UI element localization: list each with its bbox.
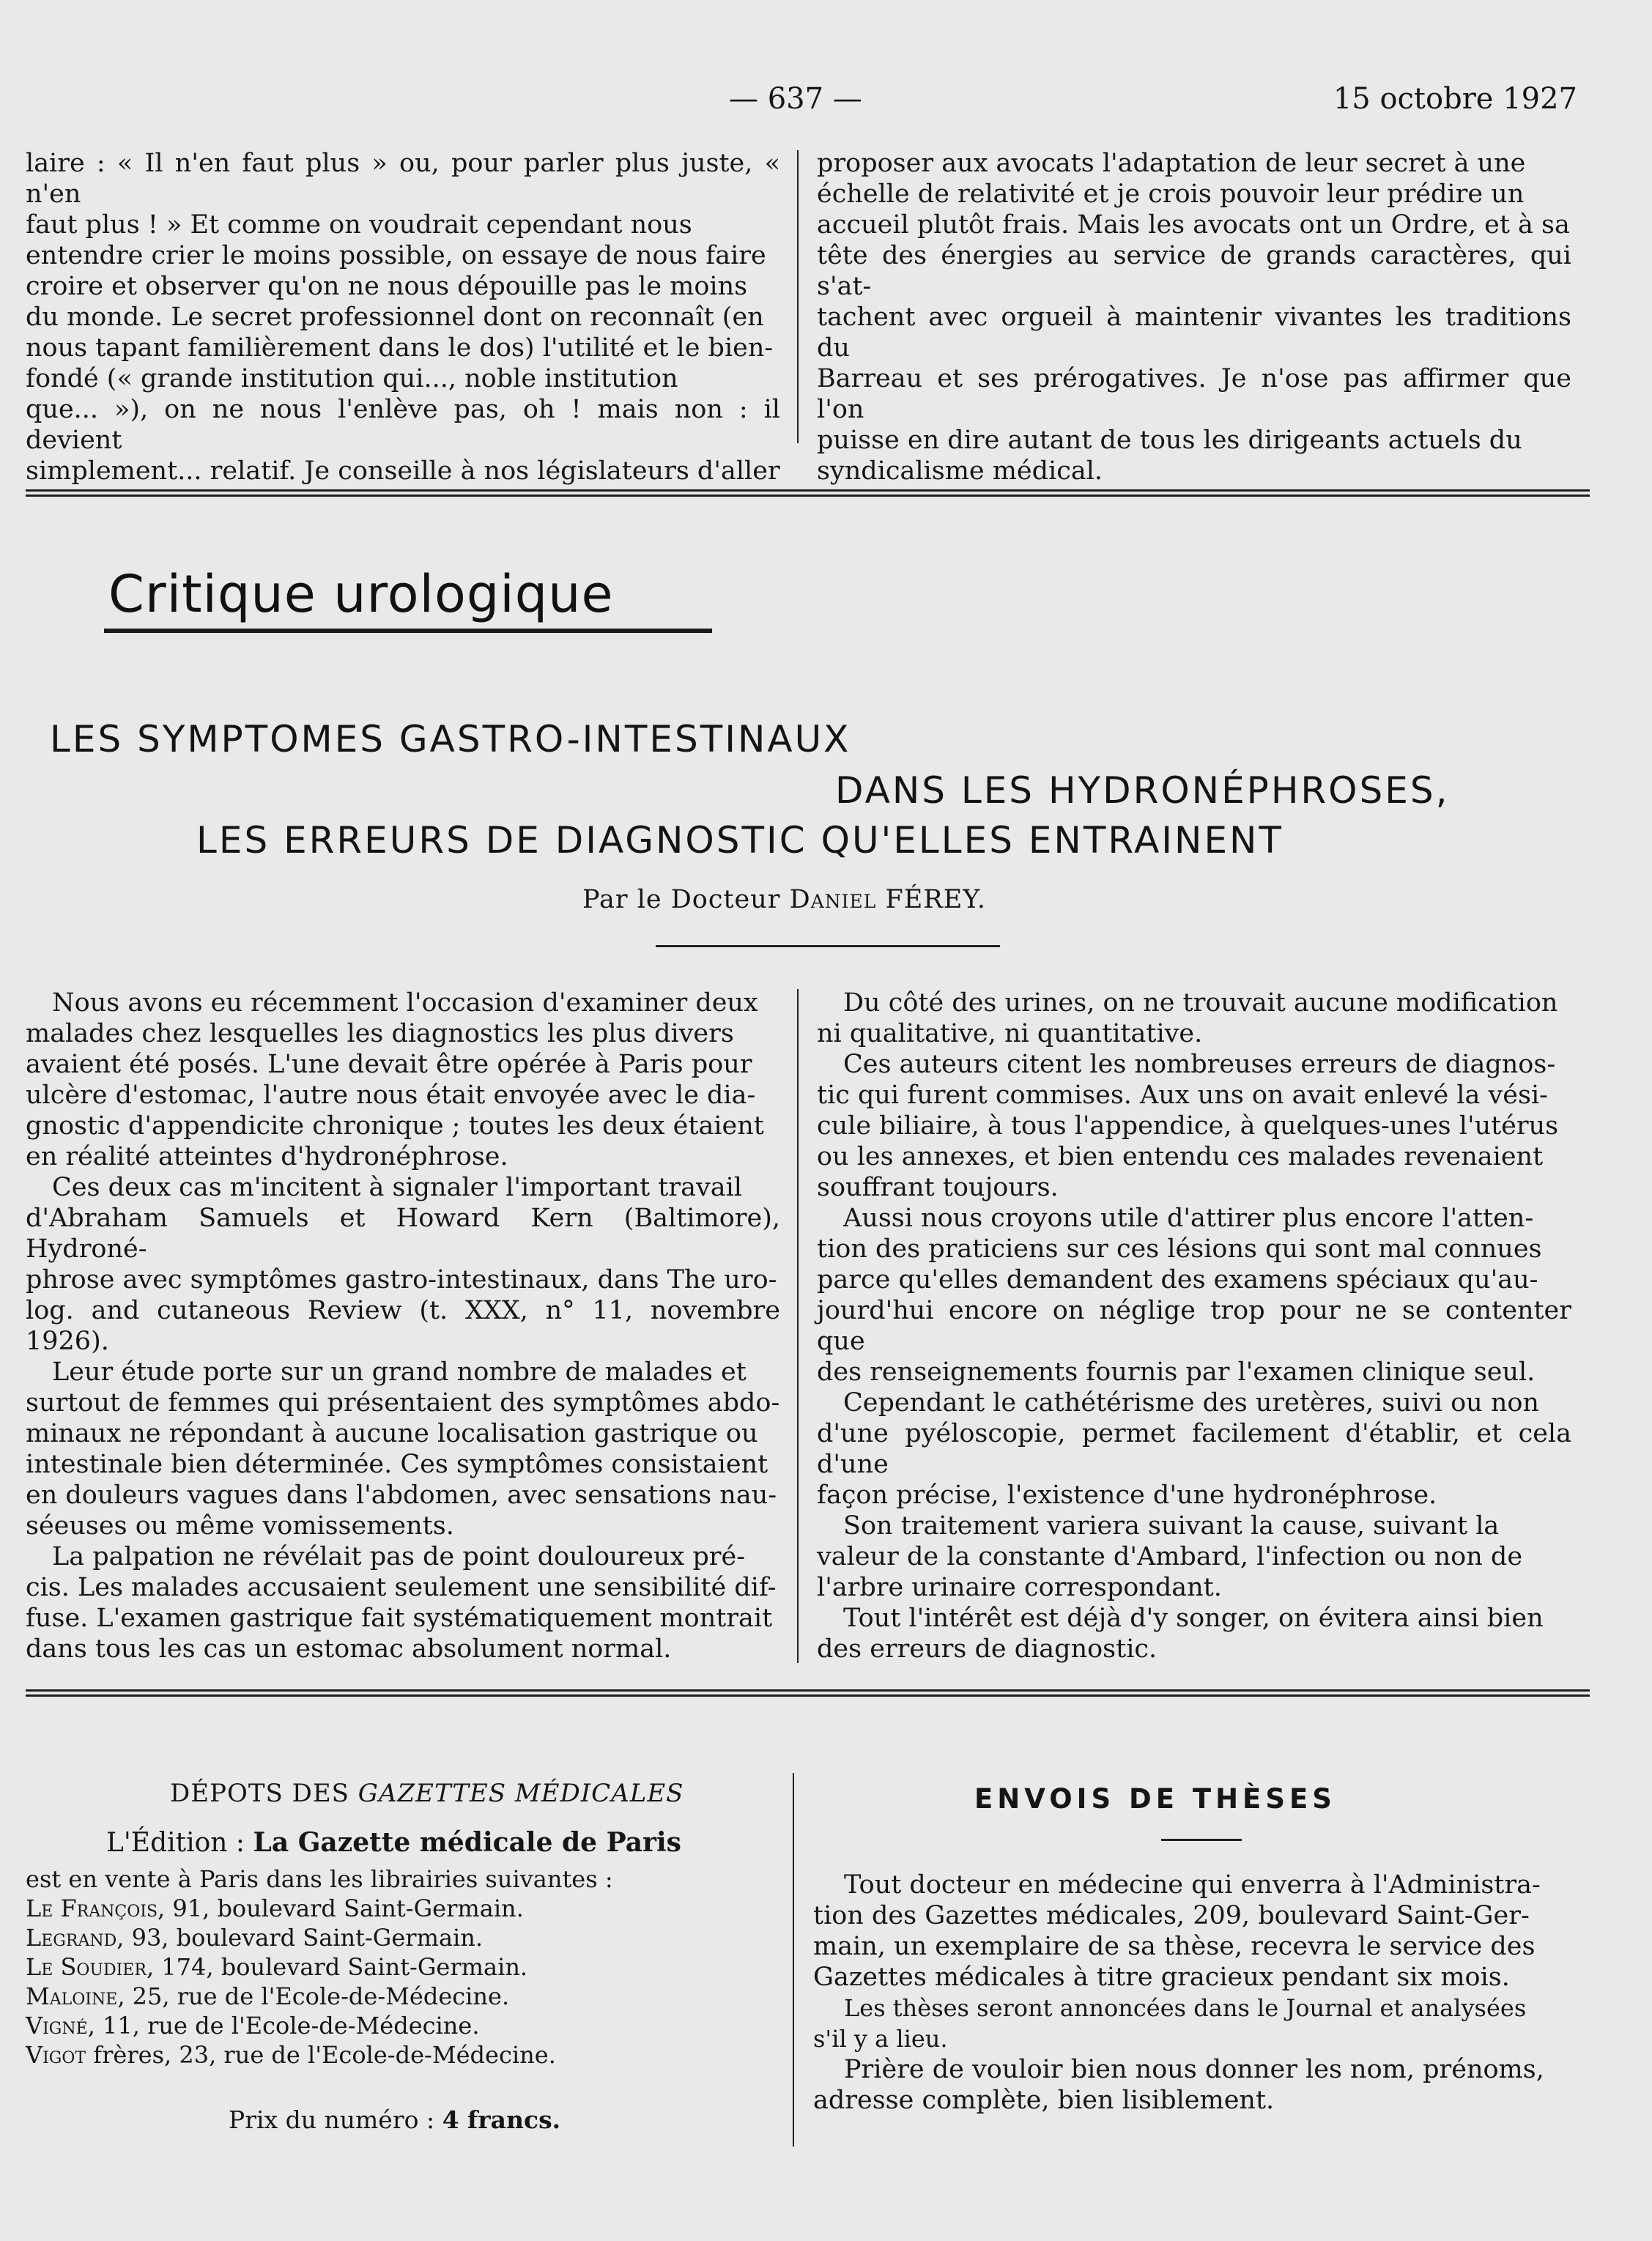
text-line: jourd'hui encore on néglige trop pour ne se contenter que — [817, 1296, 1571, 1356]
text-line: La palpation ne révélait pas de point douloureux pré- — [52, 1542, 746, 1571]
text-line: en réalité atteintes d'hydronéphrose. — [26, 1142, 508, 1171]
store-address: , 11, rue de l'Ecole-de-Médecine. — [87, 2012, 480, 2040]
list-item — [26, 1894, 758, 1923]
text-line: Du côté des urines, on ne trouvait aucune modification — [843, 988, 1558, 1018]
text-line: ulcère d'estomac, l'autre nous était envoyée avec le dia- — [26, 1081, 756, 1110]
byline-author: Daniel FÉREY. — [789, 885, 986, 914]
text-line: adresse complète, bien lisiblement. — [813, 2086, 1275, 2115]
text-line: cis. Les malades accusaient seulement une sensibilité dif- — [26, 1573, 777, 1602]
text-line: phrose avec symptômes gastro-intestinaux, dans The uro- — [26, 1265, 777, 1294]
depots-title-italic: GAZETTES MÉDICALES — [358, 1779, 684, 1808]
text-line: croire et observer qu'on ne nous dépouille pas le moins — [26, 272, 748, 301]
store-address: , 25, rue de l'Ecole-de-Médecine. — [117, 1982, 510, 2010]
article-title-line: DANS LES HYDRONÉPHROSES, — [835, 769, 1450, 812]
title-rule — [656, 945, 1000, 947]
list-item — [26, 2011, 758, 2040]
issue-date: 15 octobre 1927 — [1333, 82, 1577, 116]
continued-text-right — [817, 148, 1571, 486]
article-column-right — [817, 988, 1571, 1664]
text-line: Prière de vouloir bien nous donner les nom, prénoms, — [844, 2055, 1544, 2084]
store-address: , 91, boulevard Saint-Germain. — [158, 1894, 524, 1922]
text-line: façon précise, l'existence d'une hydronéphrose. — [817, 1481, 1437, 1510]
theses-rule — [1161, 1839, 1242, 1841]
text-line: puisse en dire autant de tous les dirigeants actuels du — [817, 426, 1522, 455]
text-line: séeuses ou même vomissements. — [26, 1511, 454, 1541]
heading-underline — [104, 629, 712, 633]
text-line: tic qui furent commises. Aux uns on avait enlevé la vési- — [817, 1081, 1548, 1110]
theses-body — [813, 1870, 1568, 2116]
text-line: en douleurs vagues dans l'abdomen, avec sensations nau- — [26, 1481, 777, 1510]
text-line: log. and cutaneous Review (t. XXX, n° 11, novembre 1926). — [26, 1296, 780, 1356]
edition-line — [106, 1827, 681, 1858]
list-item — [26, 1982, 758, 2011]
price-value: 4 francs. — [442, 2105, 561, 2134]
depots-title — [170, 1779, 684, 1808]
text-line: laire : « Il n'en faut plus » ou, pour parler plus juste, « n'en — [26, 149, 780, 209]
text-line: malades chez lesquelles les diagnostics les plus divers — [26, 1019, 734, 1048]
text-line: Aussi nous croyons utile d'attirer plus encore l'atten- — [843, 1204, 1534, 1233]
text-line: Tout l'intérêt est déjà d'y songer, on évitera ainsi bien — [843, 1604, 1544, 1633]
text-line: Barreau et ses prérogatives. Je n'ose pas affirmer que l'on — [817, 364, 1571, 424]
text-line: tachent avec orgueil à maintenir vivantes les traditions du — [817, 303, 1571, 363]
text-line: dans tous les cas un estomac absolument normal. — [26, 1634, 672, 1664]
section-separator — [26, 489, 1590, 497]
text-line: gnostic d'appendicite chronique ; toutes les deux étaient — [26, 1111, 764, 1141]
text-line: syndicalisme médical. — [817, 456, 1103, 486]
text-line: échelle de relativité et je crois pouvoir leur prédire un — [817, 179, 1525, 209]
text-line: intestinale bien déterminée. Ces symptômes consistaient — [26, 1450, 768, 1479]
article-column-left — [26, 988, 780, 1664]
text-line: s'il y a lieu. — [813, 2025, 948, 2053]
text-line: entendre crier le moins possible, on essaye de nous faire — [26, 241, 766, 270]
text-line: d'Abraham Samuels et Howard Kern (Baltimore), Hydroné- — [26, 1204, 780, 1264]
text-line: proposer aux avocats l'adaptation de leur secret à une — [817, 149, 1526, 178]
text-line: faut plus ! » Et comme on voudrait cependant nous — [26, 210, 692, 240]
article-byline — [582, 885, 986, 914]
store-name: Legrand — [26, 1924, 117, 1952]
text-line: Les thèses seront annoncées dans le Journal et analysées — [844, 1994, 1527, 2022]
store-address: frères, 23, rue de l'Ecole-de-Médecine. — [86, 2041, 556, 2069]
text-line: du monde. Le secret professionnel dont on reconnaît (en — [26, 303, 764, 332]
page-number: — 637 — — [729, 82, 862, 116]
text-line: avaient été posés. L'une devait être opérée à Paris pour — [26, 1050, 752, 1079]
text-line: Ces auteurs citent les nombreuses erreurs de diagnos- — [843, 1050, 1556, 1079]
store-name: Vigné — [26, 2012, 88, 2040]
text-line: fondé (« grande institution qui..., noble institution — [26, 364, 678, 393]
list-item — [26, 2040, 758, 2070]
text-line: des renseignements fournis par l'examen clinique seul. — [817, 1357, 1536, 1387]
store-name: Le Soudier — [26, 1953, 147, 1981]
store-address: , 93, boulevard Saint-Germain. — [116, 1924, 484, 1952]
edition-name: La Gazette médicale de Paris — [253, 1827, 681, 1858]
text-line: ni qualitative, ni quantitative. — [817, 1019, 1203, 1048]
text-line: Son traitement variera suivant la cause, suivant la — [843, 1511, 1500, 1541]
text-line: surtout de femmes qui présentaient des symptômes abdo- — [26, 1388, 780, 1418]
price-line — [229, 2105, 560, 2134]
text-line: souffrant toujours. — [817, 1173, 1059, 1202]
text-line: nous tapant familièrement dans le dos) l'utilité et le bien- — [26, 333, 774, 363]
section-heading: Critique urologique — [108, 564, 614, 624]
depots-list — [26, 1864, 758, 2070]
column-divider — [793, 1773, 794, 2146]
text-line: fuse. L'examen gastrique fait systématiquement montrait — [26, 1604, 773, 1633]
store-name: Le François — [26, 1894, 158, 1922]
text-line: tête des énergies au service de grands caractères, qui s'at- — [817, 241, 1571, 301]
column-divider — [797, 989, 799, 1663]
text-line: tion des praticiens sur ces lésions qui sont mal connues — [817, 1234, 1542, 1264]
price-label: Prix du numéro : — [229, 2105, 435, 2134]
text-line: minaux ne répondant à aucune localisation gastrique ou — [26, 1419, 758, 1448]
text-line: valeur de la constante d'Ambard, l'infection ou non de — [817, 1542, 1523, 1571]
store-name: Maloine — [26, 1982, 118, 2010]
text-line: main, un exemplaire de sa thèse, recevra le service des — [813, 1932, 1536, 1961]
text-line: Nous avons eu récemment l'occasion d'examiner deux — [52, 988, 758, 1018]
text-line: que... »), on ne nous l'enlève pas, oh ! mais non : il devient — [26, 395, 780, 455]
text-line: Cependant le cathétérisme des uretères, suivi ou non — [843, 1388, 1539, 1418]
text-line: d'une pyéloscopie, permet facilement d'établir, et cela d'une — [817, 1419, 1571, 1479]
byline-prefix: Par le Docteur — [582, 885, 781, 914]
theses-title: ENVOIS DE THÈSES — [974, 1783, 1336, 1815]
list-item — [26, 1952, 758, 1982]
edition-prefix: L'Édition : — [106, 1828, 245, 1858]
text-line: tion des Gazettes médicales, 209, boulevard Saint-Ger- — [813, 1901, 1530, 1930]
text-line: Gazettes médicales à titre gracieux pendant six mois. — [813, 1963, 1510, 1992]
text-line: accueil plutôt frais. Mais les avocats ont un Ordre, et à sa — [817, 210, 1570, 240]
depots-title-prefix: DÉPOTS DES — [170, 1779, 349, 1808]
article-title-line: LES ERREURS DE DIAGNOSTIC QU'ELLES ENTRAINENT — [196, 819, 1284, 862]
text-line: des erreurs de diagnostic. — [817, 1634, 1157, 1664]
article-title-line: LES SYMPTOMES GASTRO-INTESTINAUX — [50, 718, 851, 760]
text-line: cule biliaire, à tous l'appendice, à quelques-unes l'utérus — [817, 1111, 1559, 1141]
text-line: Leur étude porte sur un grand nombre de malades et — [52, 1357, 747, 1387]
column-divider — [797, 150, 799, 443]
text-line: simplement... relatif. Je conseille à nos législateurs d'aller — [26, 456, 780, 486]
text-line: Ces deux cas m'incitent à signaler l'important travail — [52, 1173, 742, 1202]
text-line: ou les annexes, et bien entendu ces malades revenaient — [817, 1142, 1544, 1171]
depots-intro: est en vente à Paris dans les librairies suivantes : — [26, 1865, 613, 1893]
text-line: l'arbre urinaire correspondant. — [817, 1573, 1222, 1602]
text-line: Tout docteur en médecine qui enverra à l'Administra- — [844, 1870, 1541, 1900]
list-item — [26, 1923, 758, 1952]
text-line: parce qu'elles demandent des examens spéciaux qu'au- — [817, 1265, 1538, 1294]
section-separator — [26, 1689, 1590, 1697]
store-name: Vigot — [26, 2041, 86, 2069]
store-address: , 174, boulevard Saint-Germain. — [146, 1953, 528, 1981]
continued-text-left — [26, 148, 780, 486]
